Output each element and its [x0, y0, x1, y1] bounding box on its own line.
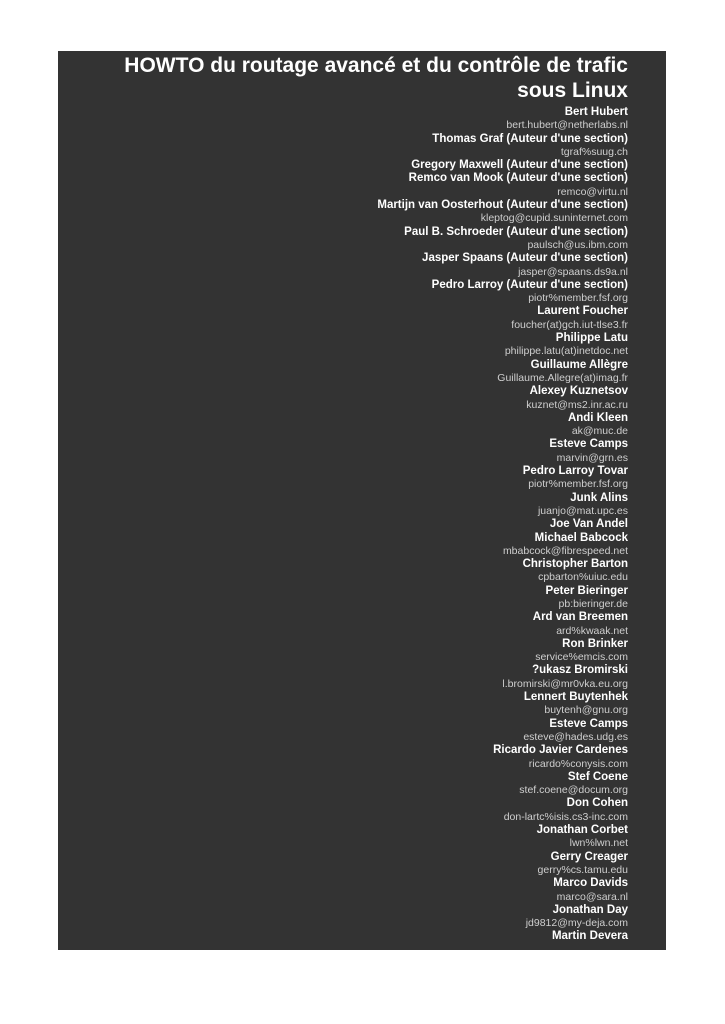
- author-entry: [58, 824, 628, 851]
- author-name: Peter Bieringer: [545, 584, 628, 597]
- author-name: Paul B. Schroeder (Auteur d'une section): [404, 225, 628, 238]
- author-email: kleptog@cupid.suninternet.com: [480, 212, 628, 225]
- author-email: jd9812@my-deja.com: [525, 917, 628, 930]
- author-email: ard%kwaak.net: [556, 624, 628, 637]
- author-entry: [58, 797, 628, 824]
- author-entry: [58, 252, 628, 279]
- author-entry: [58, 438, 628, 465]
- author-email: ak@muc.de: [571, 425, 628, 438]
- author-entry: [58, 412, 628, 439]
- author-name: Andi Kleen: [567, 411, 628, 424]
- author-name: Jasper Spaans (Auteur d'une section): [422, 252, 628, 265]
- author-name: Stef Coene: [567, 770, 628, 783]
- author-email: lwn%lwn.net: [569, 837, 628, 850]
- author-entry: [58, 877, 628, 904]
- author-entry: [58, 532, 628, 559]
- author-name: Don Cohen: [566, 797, 628, 810]
- author-email: esteve@hades.udg.es: [523, 730, 628, 743]
- author-email: philippe.latu(at)inetdoc.net: [504, 345, 628, 358]
- author-email: marvin@grn.es: [556, 451, 628, 464]
- author-email: kuznet@ms2.inr.ac.ru: [526, 398, 628, 411]
- author-email: don-lartc%isis.cs3-inc.com: [503, 810, 628, 823]
- author-entry: [58, 133, 628, 160]
- author-entry: [58, 718, 628, 745]
- author-email: ricardo%conysis.com: [528, 757, 628, 770]
- author-name: Gerry Creager: [550, 850, 628, 863]
- author-entry: [58, 492, 628, 519]
- author-email: marco@sara.nl: [556, 890, 628, 903]
- author-email: stef.coene@docum.org: [519, 784, 628, 797]
- author-entry: [58, 744, 628, 771]
- author-name: Laurent Foucher: [537, 305, 628, 318]
- author-name: Jonathan Corbet: [536, 824, 628, 837]
- author-email: jasper@spaans.ds9a.nl: [518, 265, 628, 278]
- author-name: Ron Brinker: [562, 637, 628, 650]
- author-name: Guillaume Allègre: [530, 358, 628, 371]
- author-entry: [58, 106, 628, 133]
- author-entry: [58, 930, 628, 943]
- author-list: [58, 106, 628, 944]
- author-name: Pedro Larroy (Auteur d'une section): [431, 278, 628, 291]
- author-entry: [58, 771, 628, 798]
- author-name: Esteve Camps: [549, 717, 628, 730]
- author-entry: [58, 226, 628, 253]
- author-entry: [58, 851, 628, 878]
- author-email: foucher(at)gch.iut-tlse3.fr: [511, 318, 628, 331]
- author-entry: [58, 518, 628, 531]
- author-email: piotr%member.fsf.org: [528, 292, 628, 305]
- author-entry: [58, 359, 628, 386]
- author-name: Jonathan Day: [552, 903, 628, 916]
- author-entry: [58, 691, 628, 718]
- author-entry: [58, 305, 628, 332]
- author-name: Christopher Barton: [522, 558, 628, 571]
- author-entry: [58, 638, 628, 665]
- author-email: buytenh@gnu.org: [544, 704, 628, 717]
- author-entry: [58, 279, 628, 306]
- author-email: bert.hubert@netherlabs.nl: [506, 119, 628, 132]
- author-entry: [58, 585, 628, 612]
- author-entry: [58, 159, 628, 172]
- author-name: Bert Hubert: [564, 106, 628, 118]
- author-entry: [58, 664, 628, 691]
- author-entry: [58, 465, 628, 492]
- author-email: mbabcock@fibrespeed.net: [502, 544, 628, 557]
- author-entry: [58, 611, 628, 638]
- author-email: service%emcis.com: [535, 651, 628, 664]
- author-entry: [58, 332, 628, 359]
- author-name: Gregory Maxwell (Auteur d'une section): [411, 159, 628, 172]
- author-entry: [58, 904, 628, 931]
- author-entry: [58, 172, 628, 199]
- author-email: piotr%member.fsf.org: [528, 478, 628, 491]
- author-name: Junk Alins: [570, 491, 628, 504]
- author-email: juanjo@mat.upc.es: [537, 504, 628, 517]
- author-email: remco@virtu.nl: [557, 185, 628, 198]
- author-name: Remco van Mook (Auteur d'une section): [408, 172, 628, 185]
- author-name: Philippe Latu: [555, 332, 628, 345]
- document-title: HOWTO du routage avancé et du contrôle de trafic sous Linux: [124, 54, 628, 102]
- author-entry: [58, 199, 628, 226]
- author-email: tgraf%suug.ch: [560, 145, 628, 158]
- author-name: Thomas Graf (Auteur d'une section): [432, 132, 628, 145]
- author-name: Ricardo Javier Cardenes: [493, 744, 628, 757]
- author-name: Pedro Larroy Tovar: [522, 465, 628, 478]
- author-name: Lennert Buytenhek: [523, 691, 628, 704]
- author-email: paulsch@us.ibm.com: [527, 238, 628, 251]
- author-email: gerry%cs.tamu.edu: [537, 863, 628, 876]
- author-name: Marco Davids: [553, 877, 628, 890]
- author-name: Martin Devera: [551, 930, 628, 943]
- author-name: Martijn van Oosterhout (Auteur d'une section): [377, 199, 628, 212]
- author-name: Alexey Kuznetsov: [529, 385, 628, 398]
- author-email: l.bromirski@mr0vka.eu.org: [502, 677, 628, 690]
- author-entry: [58, 385, 628, 412]
- author-name: Joe Van Andel: [549, 518, 628, 531]
- author-email: cpbarton%uiuc.edu: [538, 571, 628, 584]
- document-title-page: [58, 51, 666, 950]
- author-entry: [58, 558, 628, 585]
- author-name: Michael Babcock: [534, 531, 628, 544]
- author-email: Guillaume.Allegre(at)imag.fr: [497, 371, 628, 384]
- author-email: pb:bieringer.de: [558, 597, 628, 610]
- author-name: ?ukasz Bromirski: [532, 664, 628, 677]
- author-name: Esteve Camps: [549, 438, 628, 451]
- author-name: Ard van Breemen: [532, 611, 628, 624]
